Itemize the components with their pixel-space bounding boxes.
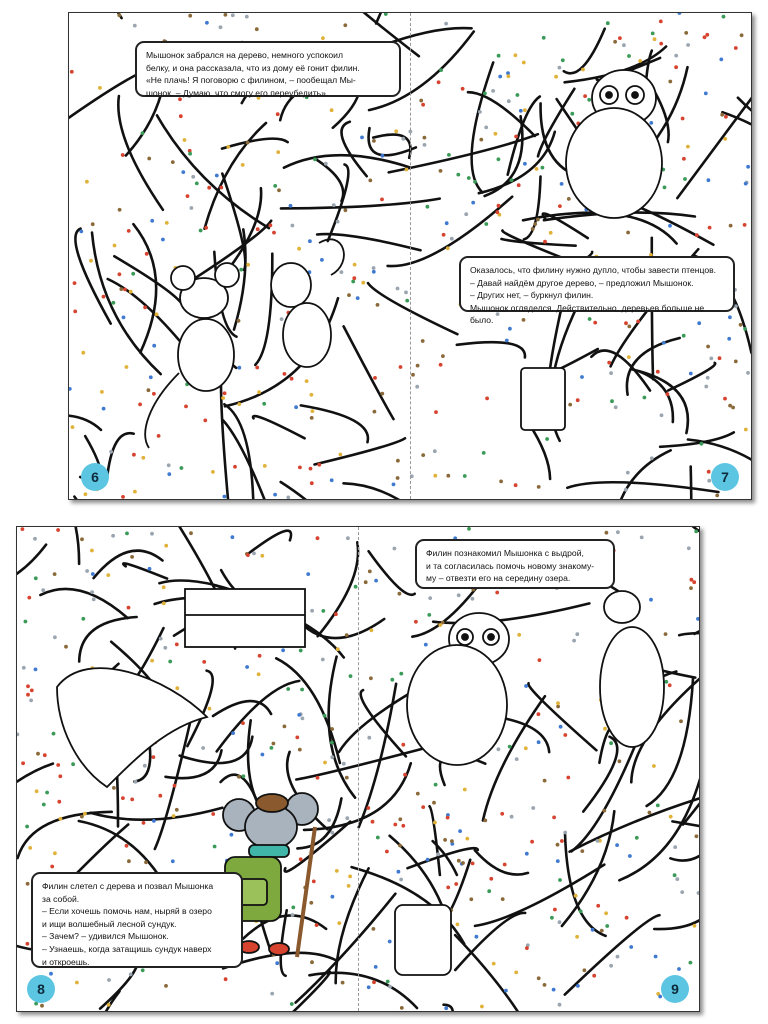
caption-line: – Если хочешь помочь нам, ныряй в озеро xyxy=(42,906,212,917)
caption-line: – Зачем? – удивился Мышонок. xyxy=(42,931,169,942)
caption-line: – Давай найдём другое дерево, – предложил Мышонок. xyxy=(470,277,694,288)
squirrel-character-icon xyxy=(271,239,344,367)
page-number-badge: 9 xyxy=(661,975,689,1003)
caption-line: и та согласилась помочь новому знакому- xyxy=(426,560,595,571)
owl-character-icon xyxy=(566,70,662,218)
caption-page-8 xyxy=(31,872,243,968)
page-gutter xyxy=(358,527,359,1011)
caption-line: за собой. xyxy=(42,893,80,904)
page-gutter xyxy=(410,13,411,499)
caption-line: и откроешь. xyxy=(42,956,90,967)
caption-line: Филин слетел с дерева и позвал Мышонка xyxy=(42,881,214,891)
otter-character-icon xyxy=(600,591,664,747)
caption-line: и ищи волшебный лесной сундук. xyxy=(42,918,177,929)
caption-line: «Не плачь! Я поговорю с филином, – пообещал Мы- xyxy=(146,75,356,86)
mouse-character-icon xyxy=(145,263,239,448)
caption-page-7 xyxy=(459,256,735,326)
caption-line: му – отвезти его на середину озера. xyxy=(426,573,571,584)
page-number-badge: 7 xyxy=(711,463,739,491)
caption-line: Мышонок огляделся. Действительно, деревьев больше не было. xyxy=(470,302,705,326)
caption-page-6 xyxy=(135,41,401,97)
caption-line: Мышонок забрался на дерево, немного успокоил xyxy=(146,50,343,60)
caption-line: – Узнаешь, когда затащишь сундук наверх xyxy=(42,943,212,954)
chest-icon xyxy=(521,368,565,430)
caption-line: шонок. – Думаю, что смогу его переубедить». xyxy=(146,87,329,98)
caption-line: Оказалось, что филину нужно дупло, чтобы завести птенцов. xyxy=(470,265,717,275)
page-number-badge: 6 xyxy=(81,463,109,491)
caption-line: – Других нет, – буркнул филин. xyxy=(470,290,594,301)
coloring-spread-6-7 xyxy=(68,12,752,500)
page-number-badge: 8 xyxy=(27,975,55,1003)
chest-icon xyxy=(185,589,305,647)
caption-line: белку, и она рассказала, что из дому её гонит филин. xyxy=(146,62,360,73)
chest-icon xyxy=(395,905,451,975)
caption-line: Филин познакомил Мышонка с выдрой, xyxy=(426,548,584,558)
coloring-spread-8-9 xyxy=(16,526,700,1012)
caption-page-9 xyxy=(415,539,615,589)
